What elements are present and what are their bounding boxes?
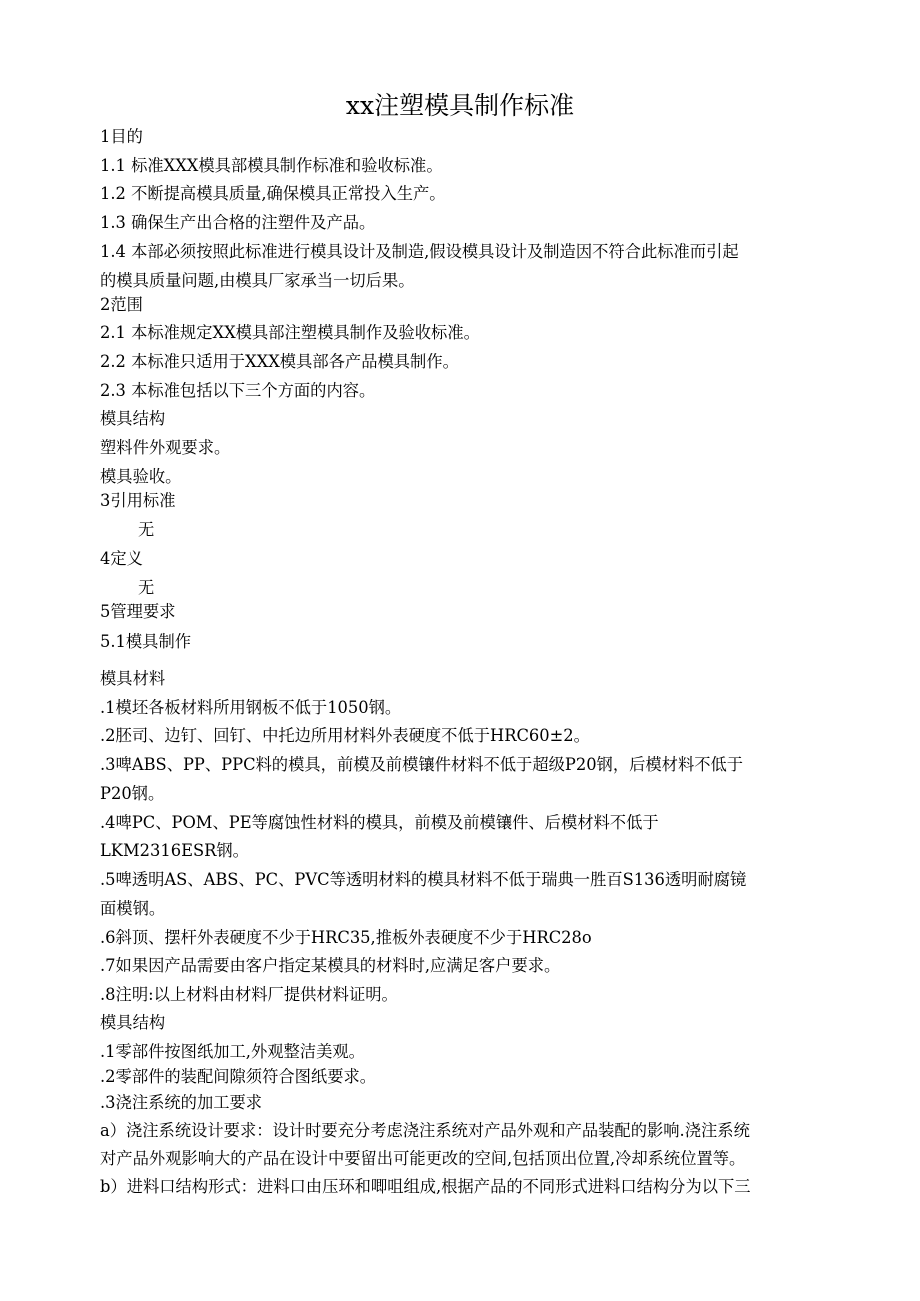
text-line: 2.3 本标准包括以下三个方面的内容。 (100, 381, 376, 400)
text-line: 对产品外观影响大的产品在设计中要留出可能更改的空间,包括顶出位置,冷却系统位置等。 (100, 1149, 746, 1168)
text-line: 模具结构 (100, 409, 166, 428)
section-heading: 4定义 (100, 549, 143, 568)
text-line: 2.2 本标准只适用于XXX模具部各产品模具制作。 (100, 352, 459, 371)
text-line: 无 (138, 520, 155, 539)
text-line: P20钢。 (100, 784, 165, 803)
text-line: .3啤ABS、PP、PPC料的模具，前模及前模镶件材料不低于超级P20钢，后模材料不低于 (100, 755, 744, 774)
text-line: 面模钢。 (100, 899, 166, 918)
text-line: .1零部件按图纸加工,外观整洁美观。 (100, 1042, 365, 1061)
text-line: .2胚司、边钉、回钉、中托边所用材料外表硬度不低于HRC60±2。 (100, 726, 590, 745)
text-line: 模具材料 (100, 669, 166, 688)
document-title: xx注塑模具制作标准 (345, 91, 575, 120)
text-line: 模具验收。 (100, 467, 182, 486)
text-line: 2.1 本标准规定XX模具部注塑模具制作及验收标准。 (100, 323, 480, 342)
text-line: 1.2 不断提高模具质量,确保模具正常投入生产。 (100, 184, 446, 203)
section-heading: 3引用标准 (100, 491, 176, 510)
section-heading: 1目的 (100, 127, 143, 146)
section-heading: 2范围 (100, 295, 143, 314)
text-line: 1.3 确保生产出合格的注塑件及产品。 (100, 213, 376, 232)
text-line: 塑料件外观要求。 (100, 438, 231, 457)
section-heading: 5.1模具制作 (100, 632, 192, 651)
text-line: .2零部件的装配间隙须符合图纸要求。 (100, 1067, 377, 1086)
text-line: .1模坯各板材料所用钢板不低于1050钢。 (100, 698, 402, 717)
text-line: .3浇注系统的加工要求 (100, 1093, 263, 1112)
text-line: .7如果因产品需要由客户指定某模具的材料时,应满足客户要求。 (100, 956, 561, 975)
text-line: 1.1 标准XXX模具部模具制作标准和验收标准。 (100, 156, 443, 175)
text-line: LKM2316ESR钢。 (100, 841, 249, 860)
text-line: .4啤PC、POM、PE等腐蚀性材料的模具，前模及前模镶件、后模材料不低于 (100, 813, 659, 832)
text-line: a）浇注系统设计要求：设计时要充分考虑浇注系统对产品外观和产品装配的影响.浇注系统 (100, 1121, 750, 1140)
text-line: .8注明:以上材料由材料厂提供材料证明。 (100, 985, 398, 1004)
section-heading: 5管理要求 (100, 602, 176, 621)
text-line: 1.4 本部必须按照此标准进行模具设计及制造,假设模具设计及制造因不符合此标准而引起 (100, 242, 739, 261)
text-line: 的模具质量问题,由模具厂家承当一切后果。 (100, 271, 415, 290)
text-line: .6斜顶、摆杆外表硬度不少于HRC35,推板外表硬度不少于HRC28o (100, 928, 592, 947)
text-line: .5啤透明AS、ABS、PC、PVC等透明材料的模具材料不低于瑞典一胜百S136透明耐腐镜 (100, 870, 747, 889)
text-line: b）进料口结构形式：进料口由压环和唧咀组成,根据产品的不同形式进料口结构分为以下三 (100, 1177, 751, 1196)
text-line: 模具结构 (100, 1013, 166, 1032)
text-line: 无 (138, 578, 155, 597)
